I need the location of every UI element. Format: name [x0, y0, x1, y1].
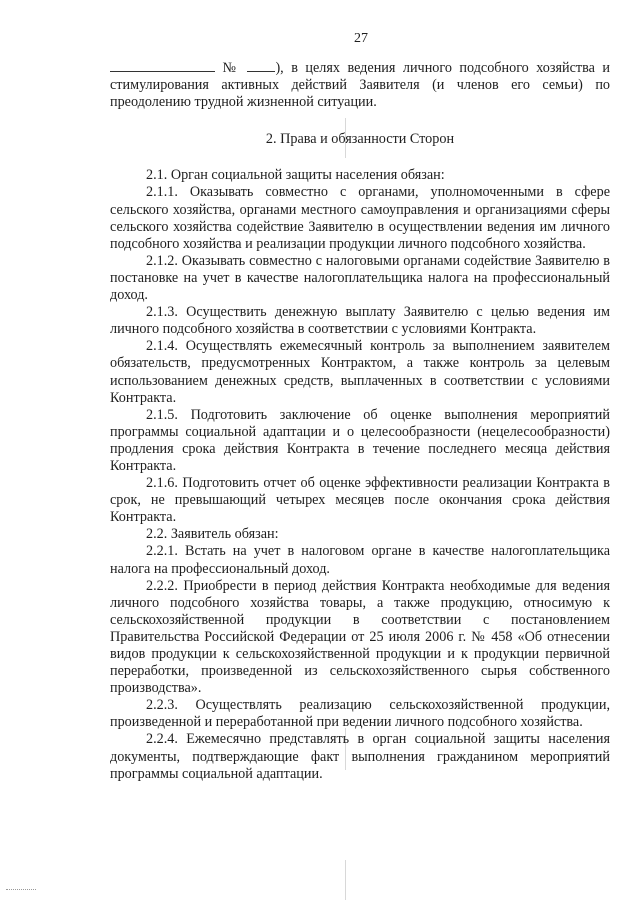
- page-number: 27: [354, 31, 368, 46]
- paragraph: 2.1.4. Осуществлять ежемесячный контроль за выполнением заявителем обязательств, предусмотренных Контрактом, а также контроль за целевым использованием денежных средств, выплаченных в соответствии с условиями Контракта.: [110, 338, 610, 406]
- paragraph: 2.1.2. Оказывать совместно с налоговыми органами содействие Заявителю в постановке на учет в качестве налогоплательщика налога на профессиональный доход.: [110, 252, 610, 304]
- paragraph: 2.2.4. Ежемесячно представлять в орган социальной защиты населения документы, подтверждающие факт выполнения гражданином мероприятий программы социальной адаптации.: [110, 731, 610, 782]
- scan-artifact: [345, 860, 346, 900]
- intro-paragraph: [110, 60, 610, 111]
- section-title: 2. Права и обязанности Сторон: [265, 131, 455, 148]
- paragraph: 2.1.5. Подготовить заключение об оценке выполнения мероприятий программы социальной адаптации и о целесообразности (нецелесообразности) продления срока действия Контракта в течение последнего месяца действия Контракта.: [110, 406, 610, 474]
- paragraph: 2.2.3. Осуществлять реализацию сельскохозяйственной продукции, произведенной и переработанной при ведении личного подсобного хозяйства.: [110, 697, 610, 731]
- paragraph: 2.2. Заявитель обязан:: [146, 526, 279, 543]
- paragraph: 2.1.1. Оказывать совместно с органами, уполномоченными в сфере сельского хозяйства, органами местного самоуправления и организациями сферы сельского хозяйства содействие Заявителю в осуществлении ведения им личного подсобного хозяйства и реализации продукции личного подсобного хозяйства.: [110, 184, 610, 252]
- blank-field: [247, 60, 275, 72]
- blank-field: [110, 60, 215, 72]
- document-body: [110, 60, 610, 783]
- paragraph: 2.2.2. Приобрести в период действия Контракта необходимые для ведения личного подсобного хозяйства товары, а также продукцию, относимую к сельскохозяйственной продукции в соответствии с постановлением Правительства Российской Федерации от 25 июля 2006 г. № 458 «Об отнесении видов продукции к сельскохозяйственной продукции и к продукции первичной переработки, произведенной из сельскохозяйственного сырья собственного производства».: [110, 577, 610, 697]
- number-sign: №: [222, 60, 240, 76]
- intro-text: ), в целях ведения личного подсобного хозяйства и стимулирования активных действий Заявителя (и членов его семьи) по преодолению трудной жизненной ситуации.: [110, 60, 611, 111]
- paragraph: 2.2.1. Встать на учет в налоговом органе в качестве налогоплательщика налога на профессиональный доход.: [110, 543, 610, 577]
- footer-mark: [6, 889, 36, 890]
- paragraph: 2.1.6. Подготовить отчет об оценке эффективности реализации Контракта в срок, не превышающий четырех месяцев после окончания срока действия Контракта.: [110, 475, 610, 526]
- paragraph: 2.1.3. Осуществить денежную выплату Заявителю с целью ведения им личного подсобного хозяйства в соответствии с условиями Контракта.: [110, 304, 610, 338]
- paragraph: 2.1. Орган социальной защиты населения обязан:: [146, 167, 445, 184]
